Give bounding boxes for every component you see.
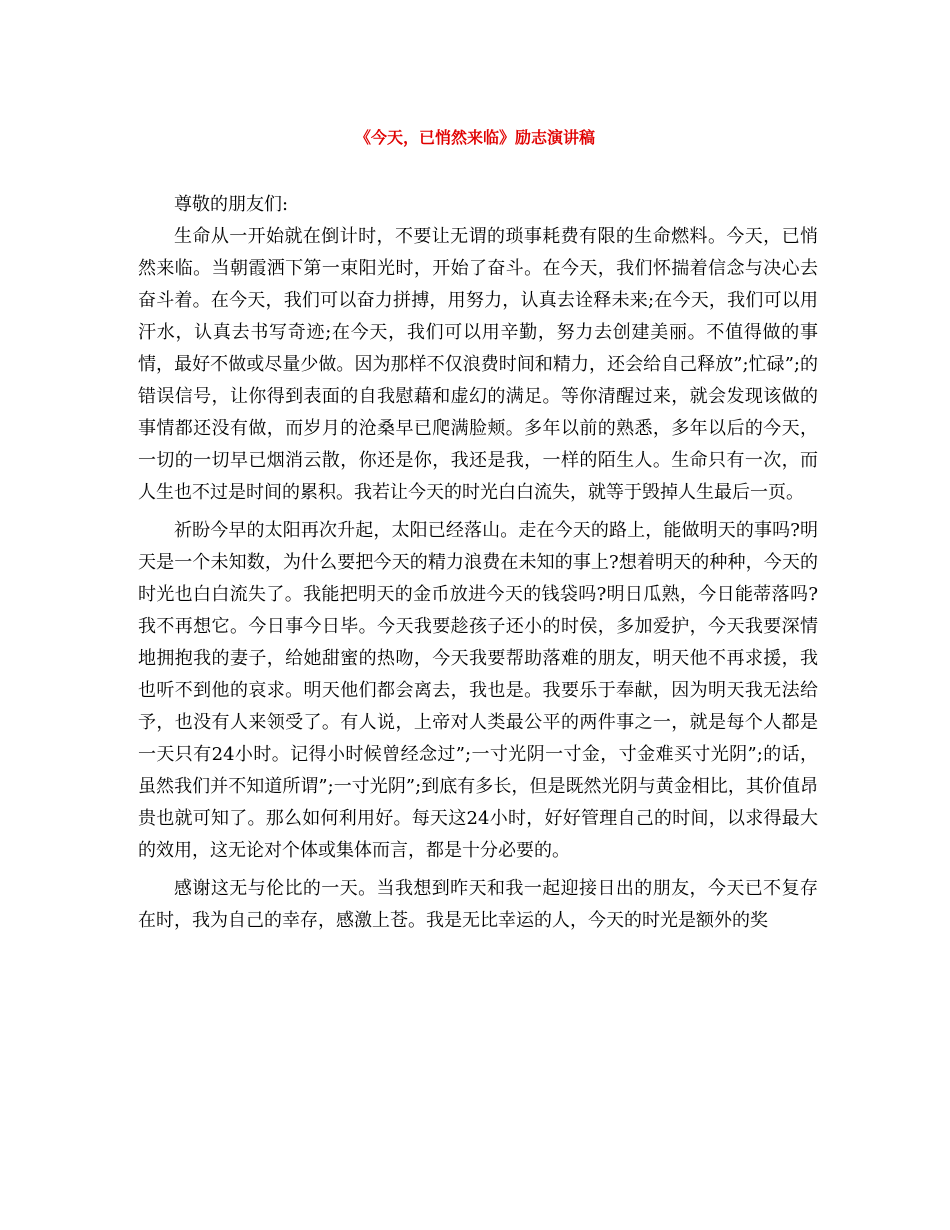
paragraph-3: 感谢这无与伦比的一天。当我想到昨天和我一起迎接日出的朋友，今天已不复存在时，我为自己的幸存，感激上苍。我是无比幸运的人，今天的时光是额外的奖 [138,878,818,931]
document-body [138,189,818,937]
salutation: 尊敬的朋友们: [174,194,289,215]
paragraph-2: 祈盼今早的太阳再次升起，太阳已经落山。走在今天的路上，能做明天的事吗?明天是一个未知数，为什么要把今天的精力浪费在未知的事上?想着明天的种种，今天的时光也白白流失了。我能把明天的金币放进今天的钱袋吗?明日瓜熟，今日能蒂落吗?我不再想它。今日事今日毕。今天我要趁孩子还小的时侯，多加爱护，今天我要深情地拥抱我的妻子，给她甜蜜的热吻，今天我要帮助落难的朋友，明天他不再求援，我也听不到他的哀求。明天他们都会离去，我也是。我要乐于奉献，因为明天我无法给予，也没有人来领受了。有人说，上帝对人类最公平的两件事之一，就是每个人都是一天只有24小时。记得小时候曾经念过”;一寸光阴一寸金，寸金难买寸光阴”;的话，虽然我们并不知道所谓”;一寸光阴”;到底有多长，但是既然光阴与黄金相比，其价值昂贵也就可知了。那么如何利用好。每天这24小时，好好管理自己的时间，以求得最大的效用，这无论对个体或集体而言，都是十分必要的。 [138,520,818,861]
document-title: 《今天，已悄然来临》励志演讲稿 [354,128,595,147]
paragraph-1: 生命从一开始就在倒计时，不要让无谓的琐事耗费有限的生命燃料。今天，已悄然来临。当朝霞洒下第一束阳光时，开始了奋斗。在今天，我们怀揣着信念与决心去奋斗着。在今天，我们可以奋力拼搏，用努力，认真去诠释未来;在今天，我们可以用汗水，认真去书写奇迹;在今天，我们可以用辛勤，努力去创建美丽。不值得做的事情，最好不做或尽量少做。因为那样不仅浪费时间和精力，还会给自己释放”;忙碌”;的错误信号，让你得到表面的自我慰藉和虚幻的满足。等你清醒过来，就会发现该做的事情都还没有做，而岁月的沧桑早已爬满脸颊。多年以前的熟悉，多年以后的今天，一切的一切早已烟消云散，你还是你，我还是我，一样的陌生人。生命只有一次，而人生也不过是时间的累积。我若让今天的时光白白流失，就等于毁掉人生最后一页。 [138,226,818,503]
